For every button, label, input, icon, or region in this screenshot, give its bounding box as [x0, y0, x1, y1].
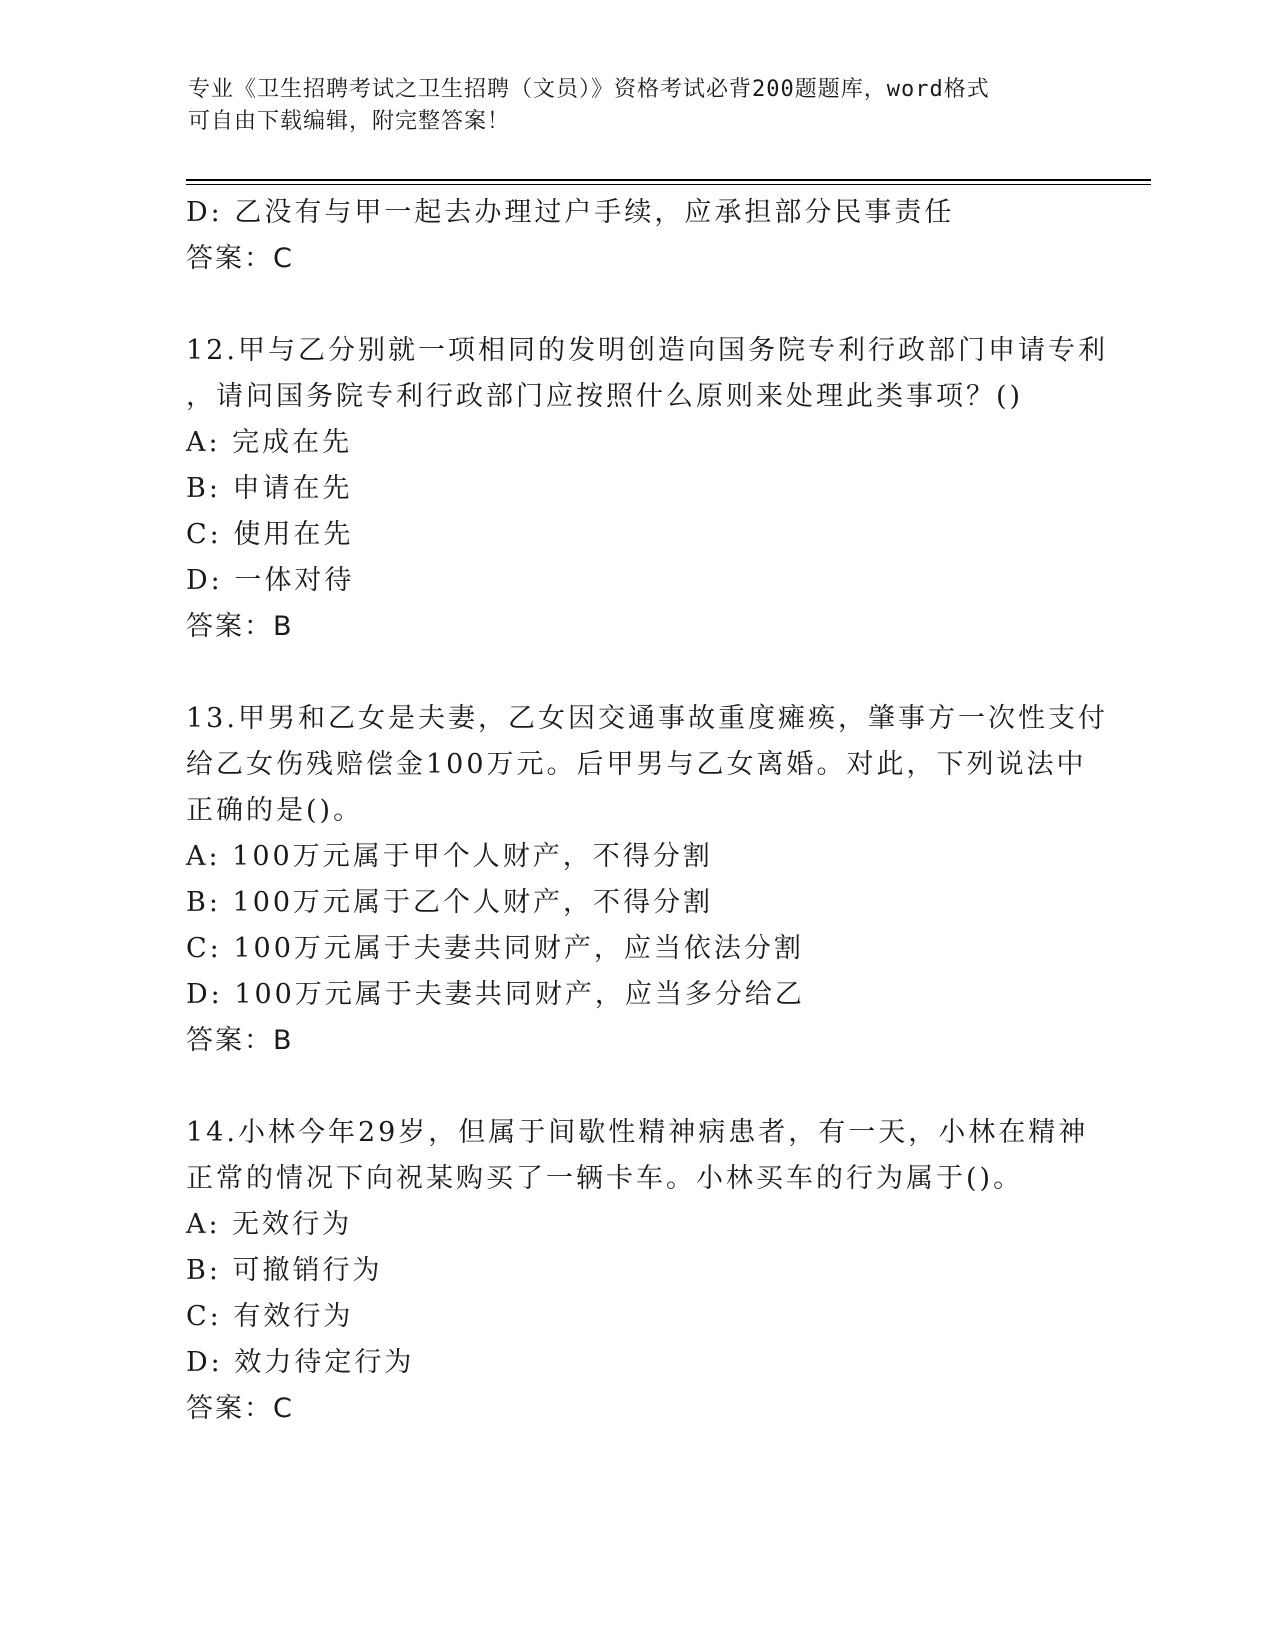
option-a: A: 100万元属于甲个人财产，不得分割: [186, 841, 713, 872]
question-text: 13.甲男和乙女是夫妻，乙女因交通事故重度瘫痪，肇事方一次性支付: [186, 703, 1108, 734]
answer: 答案：C: [186, 1393, 294, 1424]
answer: 答案：B: [186, 1025, 294, 1056]
document-header: [188, 74, 1088, 138]
header-line-2: 可自由下载编辑，附完整答案！: [188, 109, 511, 134]
question-text: 正常的情况下向祝某购买了一辆卡车。小林买车的行为属于()。: [186, 1163, 1024, 1194]
question-14: [186, 1110, 1089, 1432]
question-text: ，请问国务院专利行政部门应按照什么原则来处理此类事项？(): [186, 381, 1024, 412]
option-b: B: 可撤销行为: [186, 1255, 383, 1286]
question-13: [186, 696, 1108, 1064]
question-12: [186, 328, 1108, 650]
header-divider-thick: [186, 179, 1151, 181]
option-b: B: 申请在先: [186, 473, 353, 504]
question-text: 14.小林今年29岁，但属于间歇性精神病患者，有一天，小林在精神: [186, 1117, 1089, 1148]
header-divider-thin: [186, 184, 1151, 185]
option-d: D: 一体对待: [186, 565, 355, 596]
option-d: D: 效力待定行为: [186, 1347, 415, 1378]
answer: 答案：B: [186, 611, 294, 642]
question-text: 给乙女伤残赔偿金100万元。后甲男与乙女离婚。对此，下列说法中: [186, 749, 1087, 780]
header-line-1: 专业《卫生招聘考试之卫生招聘（文员）》资格考试必背200题题库，word格式: [188, 77, 990, 102]
option-b: B: 100万元属于乙个人财产，不得分割: [186, 887, 714, 918]
spacer: [186, 650, 1086, 696]
option-a: A: 无效行为: [186, 1209, 353, 1240]
question-11-tail: [186, 190, 1086, 282]
option-d: D: 100万元属于夫妻共同财产，应当多分给乙: [186, 979, 805, 1010]
spacer: [186, 1064, 1086, 1110]
option-c: C: 100万元属于夫妻共同财产，应当依法分割: [186, 933, 804, 964]
question-text: 正确的是()。: [186, 795, 364, 826]
option-a: A: 完成在先: [186, 427, 353, 458]
answer: 答案：C: [186, 243, 294, 274]
spacer: [186, 282, 1086, 328]
document-body: [186, 190, 1108, 1432]
option-c: C: 有效行为: [186, 1301, 354, 1332]
question-text: 12.甲与乙分别就一项相同的发明创造向国务院专利行政部门申请专利: [186, 335, 1108, 366]
option-c: C: 使用在先: [186, 519, 354, 550]
option-d: D: 乙没有与甲一起去办理过户手续，应承担部分民事责任: [186, 197, 955, 228]
